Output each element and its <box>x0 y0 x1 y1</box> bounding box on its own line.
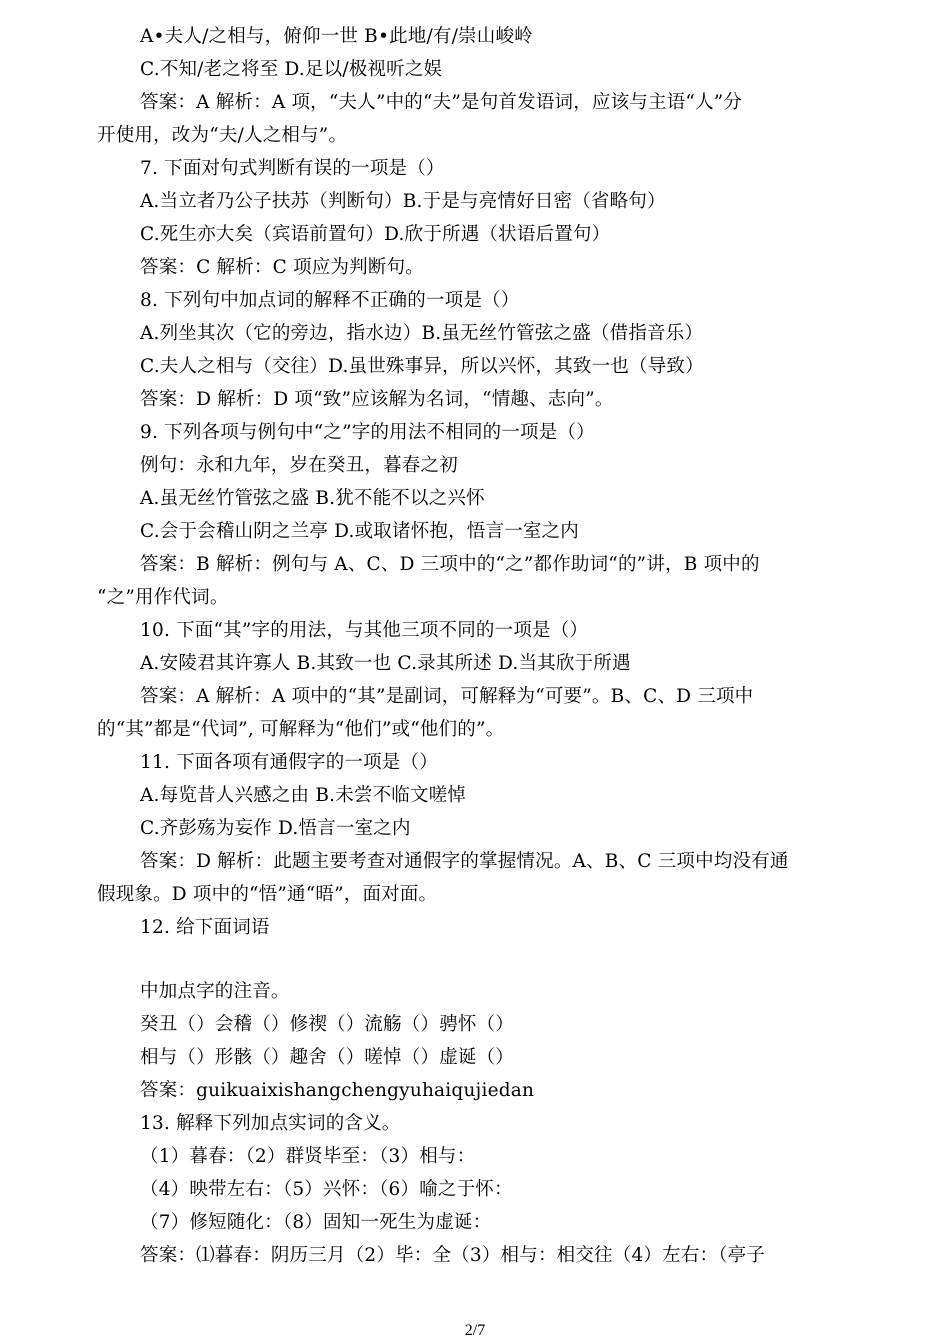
text-line: A.虽无丝竹管弦之盛 B.犹不能不以之兴怀 <box>140 488 485 509</box>
text-line: 相与（）形骸（）趣舍（）嗟悼（）虚诞（） <box>140 1047 515 1068</box>
text-line: A.每览昔人兴感之由 B.未尝不临文嗟悼 <box>140 785 467 806</box>
question-10: 10. 下面“其”字的用法，与其他三项不同的一项是（） <box>140 620 589 641</box>
text-line: 答案：A 解析：A 项，“夫人”中的“夫”是句首发语词，应该与主语“人”分 <box>140 92 743 113</box>
text-line: C.死生亦大矣（宾语前置句）D.欣于所遇（状语后置句） <box>140 224 611 245</box>
question-9: 9. 下列各项与例句中“之”字的用法不相同的一项是（） <box>140 422 595 443</box>
text-line: （7）修短随化：（8）固知一死生为虚诞： <box>140 1212 492 1233</box>
text-line: A•夫人/之相与，俯仰一世 B•此地/有/崇山峻岭 <box>140 26 533 47</box>
text-line: （4）映带左右：（5）兴怀：（6）喻之于怀： <box>140 1179 513 1200</box>
text-line: 开使用，改为“夫/人之相与”。 <box>97 125 348 146</box>
question-13: 13. 解释下列加点实词的含义。 <box>140 1113 401 1134</box>
question-12: 12. 给下面词语 <box>140 917 270 938</box>
answer-11: 答案：D 解析：此题主要考查对通假字的掌握情况。A、B、C 三项中均没有通 <box>140 851 789 872</box>
text-line: C.夫人之相与（交往）D.虽世殊事异，所以兴怀，其致一也（导致） <box>140 356 704 377</box>
answer-10: 答案：A 解析：A 项中的“其”是副词，可解释为“可要”。B、C、D 三项中 <box>140 686 754 707</box>
text-line: C.会于会稽山阴之兰亭 D.或取诸怀抱，悟言一室之内 <box>140 521 580 542</box>
answer-13: 答案：⑴暮春：阴历三月（2）毕：全（3）相与：相交往（4）左右：（亭子 <box>140 1245 766 1266</box>
text-line: A.列坐其次（它的旁边，指水边）B.虽无丝竹管弦之盛（借指音乐） <box>140 323 704 344</box>
question-8: 8. 下列句中加点词的解释不正确的一项是（） <box>140 290 520 311</box>
text-line: A.当立者乃公子扶苏（判断句）B.于是与亮情好日密（省略句） <box>140 191 666 212</box>
text-line: “之”用作代词。 <box>97 587 229 608</box>
question-7: 7. 下面对句式判断有误的一项是（） <box>140 158 445 179</box>
text-line: 的“其”都是“代词”, 可解释为“他们”或“他们的”。 <box>97 719 505 740</box>
text-line: 例句：永和九年，岁在癸丑，暮春之初 <box>140 455 458 476</box>
answer-9: 答案：B 解析：例句与 A、C、D 三项中的“之”都作助词“的”讲，B 项中的 <box>140 554 760 575</box>
answer-8: 答案：D 解析：D 项“致”应该解为名词，“情趣、志向”。 <box>140 389 614 410</box>
text-line: （1）暮春：（2）群贤毕至：（3）相与： <box>140 1146 476 1167</box>
text-line: A.安陵君其许寡人 B.其致一也 C.录其所述 D.当其欣于所遇 <box>140 653 631 674</box>
question-11: 11. 下面各项有通假字的一项是（） <box>140 752 438 773</box>
answer-7: 答案：C 解析：C 项应为判断句。 <box>140 257 424 278</box>
text-line: 假现象。D 项中的“悟”通“晤”，面对面。 <box>97 884 438 905</box>
text-line: C.齐彭殇为妄作 D.悟言一室之内 <box>140 818 411 839</box>
text-line: 癸丑（）会稽（）修禊（）流觞（）骋怀（） <box>140 1014 515 1035</box>
page-number: 2/7 <box>464 1322 486 1339</box>
text-line: 中加点字的注音。 <box>140 981 290 1002</box>
text-line: C.不知/老之将至 D.足以/极视听之娱 <box>140 59 443 80</box>
answer-12: 答案：guikuaixishangchengyuhaiqujiedan <box>140 1080 535 1101</box>
